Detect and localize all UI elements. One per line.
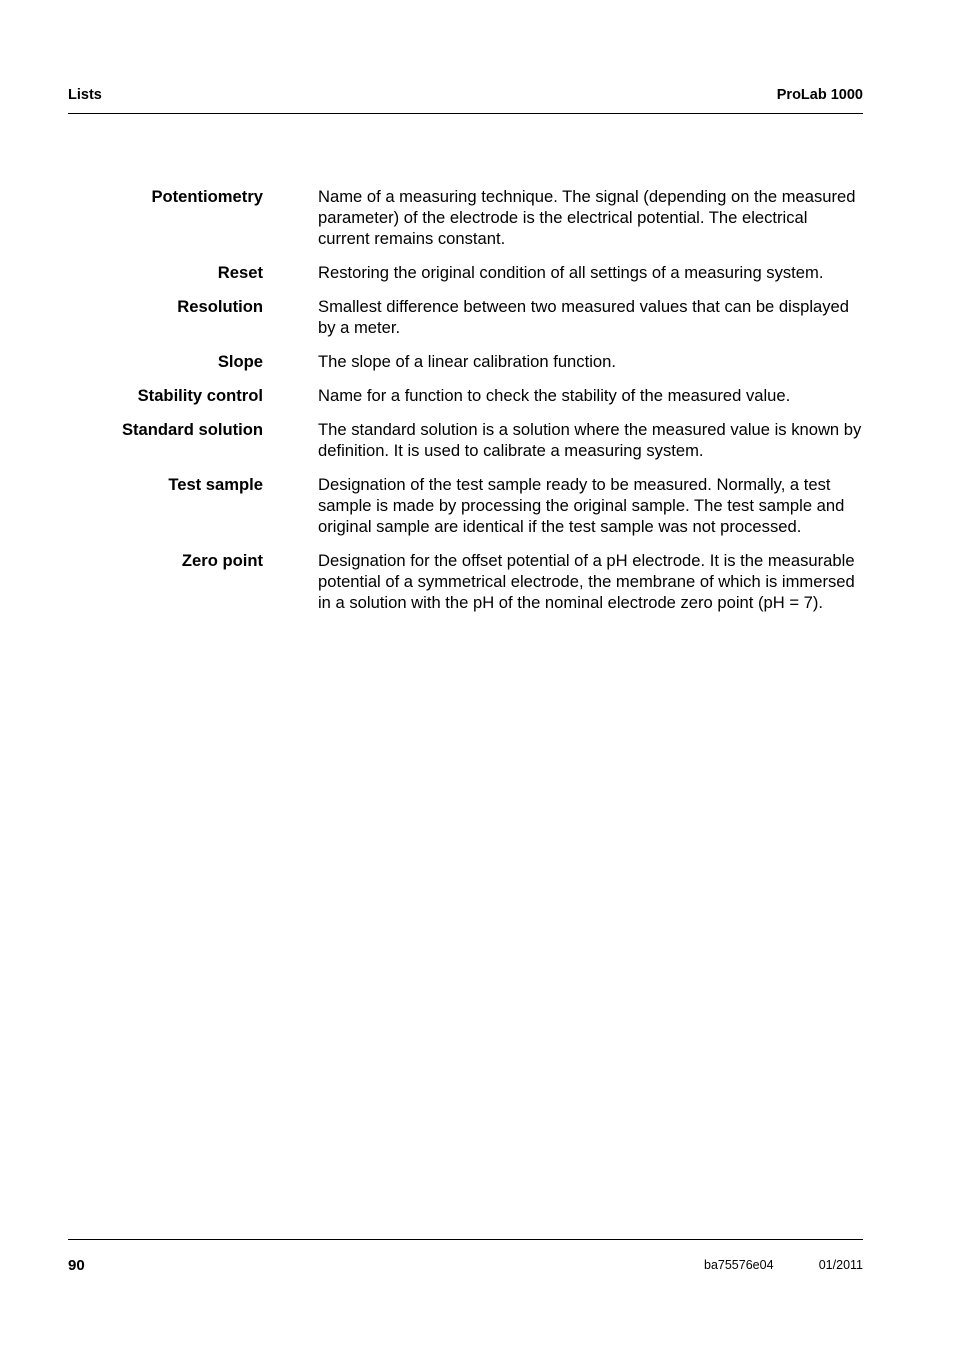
glossary-entry (68, 262, 863, 283)
glossary-entry (68, 474, 863, 537)
glossary-term: Stability control (137, 386, 263, 405)
glossary-term: Potentiometry (151, 187, 263, 206)
glossary-term: Zero point (181, 551, 263, 570)
glossary-term: Resolution (177, 297, 263, 316)
glossary-term: Test sample (168, 475, 263, 494)
glossary-definition: Designation of the test sample ready to be measured. Normally, a test sample is made by processing the original sample. The test sample and original sample are identical if the test sample was not processed. (318, 475, 845, 536)
glossary-definition: The slope of a linear calibration function. (318, 352, 616, 371)
glossary-entry (68, 385, 863, 406)
glossary-definition: Name for a function to check the stability of the measured value. (318, 386, 791, 405)
glossary-definition: Smallest difference between two measured values that can be displayed by a meter. (318, 297, 850, 337)
glossary-list (68, 186, 863, 626)
glossary-definition: Name of a measuring technique. The signal (depending on the measured parameter) of the electrode is the electrical potential. The electrical current remains constant. (318, 187, 856, 248)
glossary-entry (68, 419, 863, 461)
glossary-term: Slope (217, 352, 263, 371)
glossary-definition: Restoring the original condition of all settings of a measuring system. (318, 263, 824, 282)
document-date: 01/2011 (818, 1258, 863, 1272)
glossary-entry (68, 296, 863, 338)
glossary-entry (68, 351, 863, 372)
glossary-entry (68, 186, 863, 249)
glossary-definition: Designation for the offset potential of a pH electrode. It is the measurable potential of a symmetrical electrode, the membrane of which is immersed in a solution with the pH of the nominal electrode zero point (pH = 7). (318, 551, 855, 612)
page-number: 90 (68, 1257, 85, 1274)
header-section-title: Lists (68, 87, 102, 103)
glossary-entry (68, 550, 863, 613)
page-footer (68, 1239, 863, 1279)
glossary-term: Reset (217, 263, 263, 282)
page-header (68, 84, 863, 114)
glossary-term: Standard solution (121, 420, 263, 439)
glossary-definition: The standard solution is a solution where the measured value is known by definition. It is used to calibrate a measuring system. (318, 420, 862, 460)
document-code: ba75576e04 (704, 1258, 774, 1272)
header-product-name: ProLab 1000 (776, 87, 863, 103)
